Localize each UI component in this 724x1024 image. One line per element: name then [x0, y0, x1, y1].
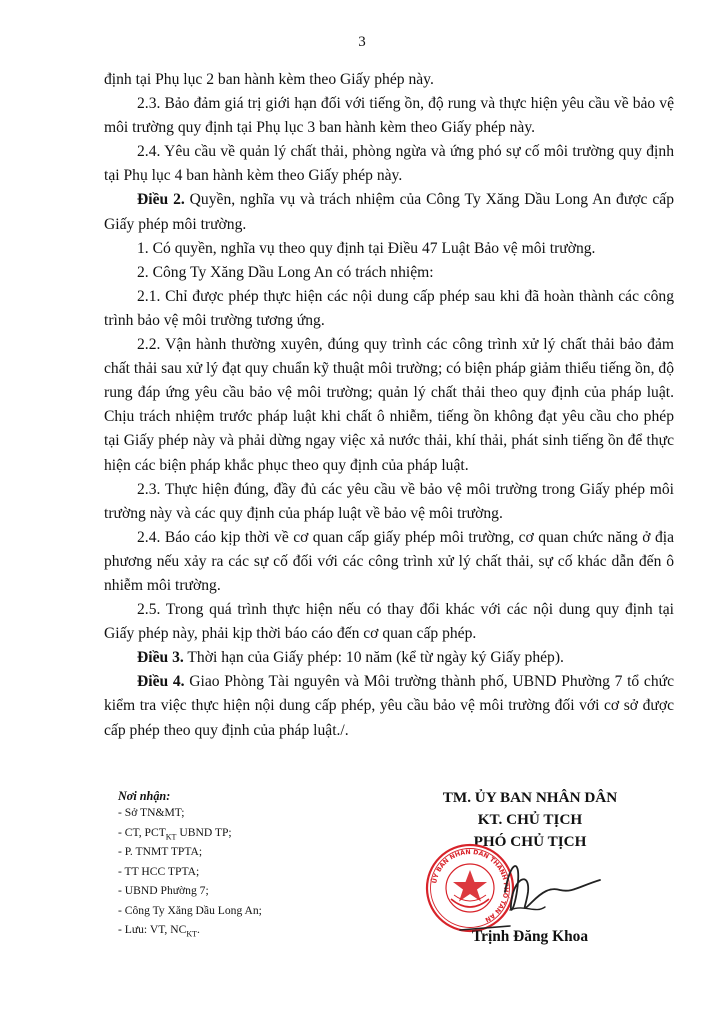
paragraph-text: Thời hạn của Giấy phép: 10 năm (kể từ ngày ký Giấy phép). — [183, 649, 564, 667]
recipients-block — [118, 789, 378, 942]
paragraph-text: Giao Phòng Tài nguyên và Môi trường thành phố, UBND Phường 7 tổ chức kiểm tra việc thực hiện nội dung cấp phép, yêu cầu bảo vệ môi trường đối với cơ sở được cấp phép theo quy định của pháp luật./. — [104, 673, 674, 739]
recipient-item: - P. TNMT TPTA; — [118, 845, 203, 859]
recipients-title: Nơi nhận: — [118, 789, 171, 803]
paragraph — [104, 526, 674, 598]
paragraph — [104, 92, 674, 140]
paragraph-text: Quyền, nghĩa vụ và trách nhiệm của Công Ty Xăng Dầu Long An được cấp Giấy phép môi trường. — [104, 191, 675, 233]
document-body — [104, 68, 674, 743]
article-label: Điều 2. — [137, 191, 185, 209]
signature-line-3: PHÓ CHỦ TỊCH — [473, 833, 587, 850]
signer-name: Trịnh Đăng Khoa — [471, 928, 589, 945]
paragraph-text: 2.3. Thực hiện đúng, đầy đủ các yêu cầu về bảo vệ môi trường trong Giấy phép môi trường này và các quy định của pháp luật về bảo vệ môi trường. — [104, 480, 674, 522]
paragraph — [104, 237, 674, 261]
article-label: Điều 3. — [137, 649, 184, 667]
paragraph-text: 2.5. Trong quá trình thực hiện nếu có thay đổi khác với các nội dung quy định tại Giấy phép này, phải kịp thời báo cáo đến cơ quan cấp phép. — [104, 601, 674, 643]
paragraph-text: 2.1. Chỉ được phép thực hiện các nội dung cấp phép sau khi đã hoàn thành các công trình bảo vệ môi trường tương ứng. — [104, 287, 674, 329]
paragraph — [104, 261, 674, 285]
paragraph-text: 2.2. Vận hành thường xuyên, đúng quy trình các công trình xử lý chất thải bảo đảm chất thải sau xử lý đạt quy chuẩn kỹ thuật môi trường; có biện pháp giảm thiểu tiếng ồn, độ rung đáp ứng yêu cầu bảo vệ môi trường; quản lý chất thải theo quy định của pháp luật. Chịu trách nhiệm trước pháp luật khi chất ô nhiễm, tiếng ồn không đạt yêu cầu cho phép tại Giấy phép này và phải dừng ngay việc xả nước thải, khí thải, phát sinh tiếng ồn để thực hiện các biện pháp khắc phục theo quy định của pháp luật. — [104, 336, 674, 474]
signature-line-2: KT. CHỦ TỊCH — [477, 811, 583, 828]
svg-text:ỦY BAN NHÂN DÂN THÀNH PHỐ TÂN: ỦY BAN NHÂN DÂN THÀNH PHỐ TÂN AN — [431, 848, 510, 924]
signature-line-1: TM. ỦY BAN NHÂN DÂN — [442, 789, 618, 806]
page-number: 3 — [358, 34, 366, 50]
article-3-heading — [104, 646, 674, 670]
article-label: Điều 4. — [137, 673, 185, 691]
paragraph — [104, 478, 674, 526]
paragraph — [104, 333, 674, 478]
article-2-heading — [104, 188, 674, 236]
paragraph-text: 2.3. Bảo đảm giá trị giới hạn đối với tiếng ồn, độ rung và thực hiện yêu cầu về bảo vệ môi trường quy định tại Phụ lục 3 ban hành kèm theo Giấy phép này. — [104, 95, 674, 137]
paragraph-text: 2. Công Ty Xăng Dầu Long An có trách nhiệm: — [137, 263, 434, 281]
paragraph-text: 2.4. Báo cáo kịp thời về cơ quan cấp giấy phép môi trường, cơ quan chức năng ở địa phương nếu xảy ra các sự cố đối với các công trình xử lý chất thải, sự cố khác dẫn đến ô nhiễm môi trường. — [104, 528, 674, 594]
recipient-item: - CT, $PCT_{KT}$ UBND TP; — [118, 825, 232, 842]
paragraph — [104, 598, 674, 646]
recipient-item: - Công Ty Xăng Dầu Long An; — [118, 903, 262, 917]
recipient-item: - Sở TN&MT; — [118, 806, 185, 820]
paragraph-text: 1. Có quyền, nghĩa vụ theo quy định tại Điều 47 Luật Bảo vệ môi trường. — [137, 239, 596, 257]
paragraph-text: 2.4. Yêu cầu về quản lý chất thải, phòng ngừa và ứng phó sự cố môi trường quy định tại Phụ lục 4 ban hành kèm theo Giấy phép này. — [104, 143, 674, 185]
article-4-heading — [104, 670, 674, 742]
handwritten-signature-icon — [450, 852, 610, 932]
paragraph — [104, 68, 674, 92]
paragraph-text: định tại Phụ lục 2 ban hành kèm theo Giấy phép này. — [104, 71, 434, 88]
paragraph — [104, 140, 674, 188]
recipient-item: - UBND Phường 7; — [118, 884, 209, 898]
recipient-item: - TT HCC TPTA; — [118, 864, 200, 878]
recipient-item: - Lưu: VT, $NC_{KT}$. — [118, 923, 200, 939]
paragraph — [104, 285, 674, 333]
